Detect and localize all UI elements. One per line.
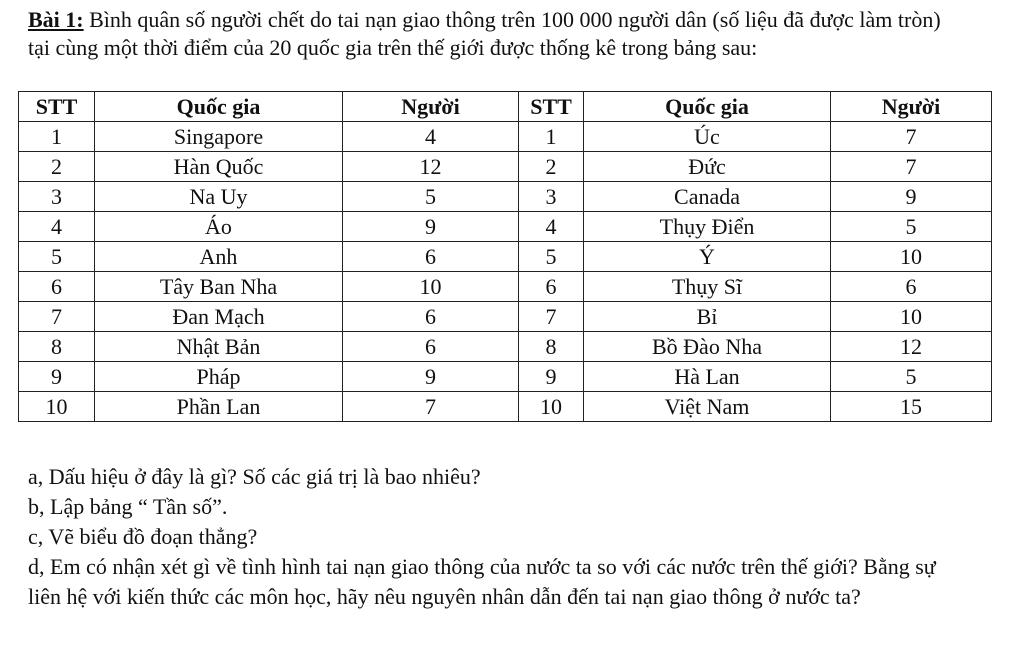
country-left-cell: Nhật Bản — [95, 332, 343, 362]
country-left-cell: Singapore — [95, 122, 343, 152]
stt-left-cell: 9 — [19, 362, 95, 392]
header-country-right: Quốc gia — [584, 92, 831, 122]
stt-right-cell: 6 — [519, 272, 584, 302]
table-row — [19, 362, 992, 392]
table-header-row — [19, 92, 992, 122]
stt-right-cell: 4 — [519, 212, 584, 242]
header-people-right: Người — [831, 92, 992, 122]
people-left-cell: 4 — [343, 122, 519, 152]
country-left-cell: Phần Lan — [95, 392, 343, 422]
problem-intro — [28, 6, 968, 62]
stt-left-cell: 5 — [19, 242, 95, 272]
country-left-cell: Áo — [95, 212, 343, 242]
people-right-cell: 15 — [831, 392, 992, 422]
country-right-cell: Thụy Điển — [584, 212, 831, 242]
stt-left-cell: 3 — [19, 182, 95, 212]
country-right-cell: Hà Lan — [584, 362, 831, 392]
people-left-cell: 6 — [343, 332, 519, 362]
table-row — [19, 272, 992, 302]
stt-right-cell: 5 — [519, 242, 584, 272]
stt-right-cell: 10 — [519, 392, 584, 422]
country-right-cell: Canada — [584, 182, 831, 212]
stt-left-cell: 1 — [19, 122, 95, 152]
stt-left-cell: 6 — [19, 272, 95, 302]
people-right-cell: 10 — [831, 302, 992, 332]
people-left-cell: 9 — [343, 362, 519, 392]
country-right-cell: Úc — [584, 122, 831, 152]
country-right-cell: Bồ Đào Nha — [584, 332, 831, 362]
questions-section — [28, 462, 968, 612]
statistics-table — [18, 91, 992, 422]
stt-right-cell: 3 — [519, 182, 584, 212]
people-left-cell: 6 — [343, 242, 519, 272]
people-right-cell: 5 — [831, 362, 992, 392]
country-right-cell: Ý — [584, 242, 831, 272]
stt-left-cell: 10 — [19, 392, 95, 422]
stt-right-cell: 2 — [519, 152, 584, 182]
table-row — [19, 242, 992, 272]
header-stt-right: STT — [519, 92, 584, 122]
country-right-cell: Thụy Sĩ — [584, 272, 831, 302]
question-c: c, Vẽ biểu đồ đoạn thẳng? — [28, 524, 258, 549]
table-body — [19, 122, 992, 422]
table-row — [19, 122, 992, 152]
country-left-cell: Đan Mạch — [95, 302, 343, 332]
stt-left-cell: 4 — [19, 212, 95, 242]
country-left-cell: Tây Ban Nha — [95, 272, 343, 302]
people-left-cell: 5 — [343, 182, 519, 212]
people-right-cell: 12 — [831, 332, 992, 362]
country-left-cell: Na Uy — [95, 182, 343, 212]
header-stt-left: STT — [19, 92, 95, 122]
exercise-statement: Bình quân số người chết do tai nạn giao thông trên 100 000 người dân (số liệu đã được làm tròn) tại cùng một thời điểm của 20 quốc gia trên thế giới được thống kê trong bảng sau: — [28, 7, 941, 60]
people-right-cell: 9 — [831, 182, 992, 212]
people-right-cell: 5 — [831, 212, 992, 242]
people-left-cell: 6 — [343, 302, 519, 332]
country-right-cell: Bỉ — [584, 302, 831, 332]
stt-right-cell: 1 — [519, 122, 584, 152]
country-right-cell: Việt Nam — [584, 392, 831, 422]
header-people-left: Người — [343, 92, 519, 122]
question-b: b, Lập bảng “ Tần số”. — [28, 494, 228, 519]
stt-right-cell: 9 — [519, 362, 584, 392]
country-left-cell: Pháp — [95, 362, 343, 392]
people-right-cell: 10 — [831, 242, 992, 272]
table-row — [19, 302, 992, 332]
country-right-cell: Đức — [584, 152, 831, 182]
people-left-cell: 12 — [343, 152, 519, 182]
header-country-left: Quốc gia — [95, 92, 343, 122]
country-left-cell: Anh — [95, 242, 343, 272]
stt-left-cell: 8 — [19, 332, 95, 362]
stt-left-cell: 2 — [19, 152, 95, 182]
people-left-cell: 10 — [343, 272, 519, 302]
question-d: d, Em có nhận xét gì về tình hình tai nạn giao thông của nước ta so với các nước trên thế giới? Bằng sự liên hệ với kiến thức các môn học, hãy nêu nguyên nhân dẫn đến tai nạn giao thông ở nước ta? — [28, 554, 936, 609]
table-row — [19, 332, 992, 362]
table-row — [19, 212, 992, 242]
stt-left-cell: 7 — [19, 302, 95, 332]
people-left-cell: 9 — [343, 212, 519, 242]
stt-right-cell: 7 — [519, 302, 584, 332]
table-row — [19, 182, 992, 212]
question-a: a, Dấu hiệu ở đây là gì? Số các giá trị là bao nhiêu? — [28, 464, 481, 489]
stt-right-cell: 8 — [519, 332, 584, 362]
exercise-label: Bài 1: — [28, 7, 84, 32]
table-row — [19, 152, 992, 182]
people-right-cell: 7 — [831, 122, 992, 152]
people-right-cell: 7 — [831, 152, 992, 182]
people-left-cell: 7 — [343, 392, 519, 422]
people-right-cell: 6 — [831, 272, 992, 302]
country-left-cell: Hàn Quốc — [95, 152, 343, 182]
table-row — [19, 392, 992, 422]
